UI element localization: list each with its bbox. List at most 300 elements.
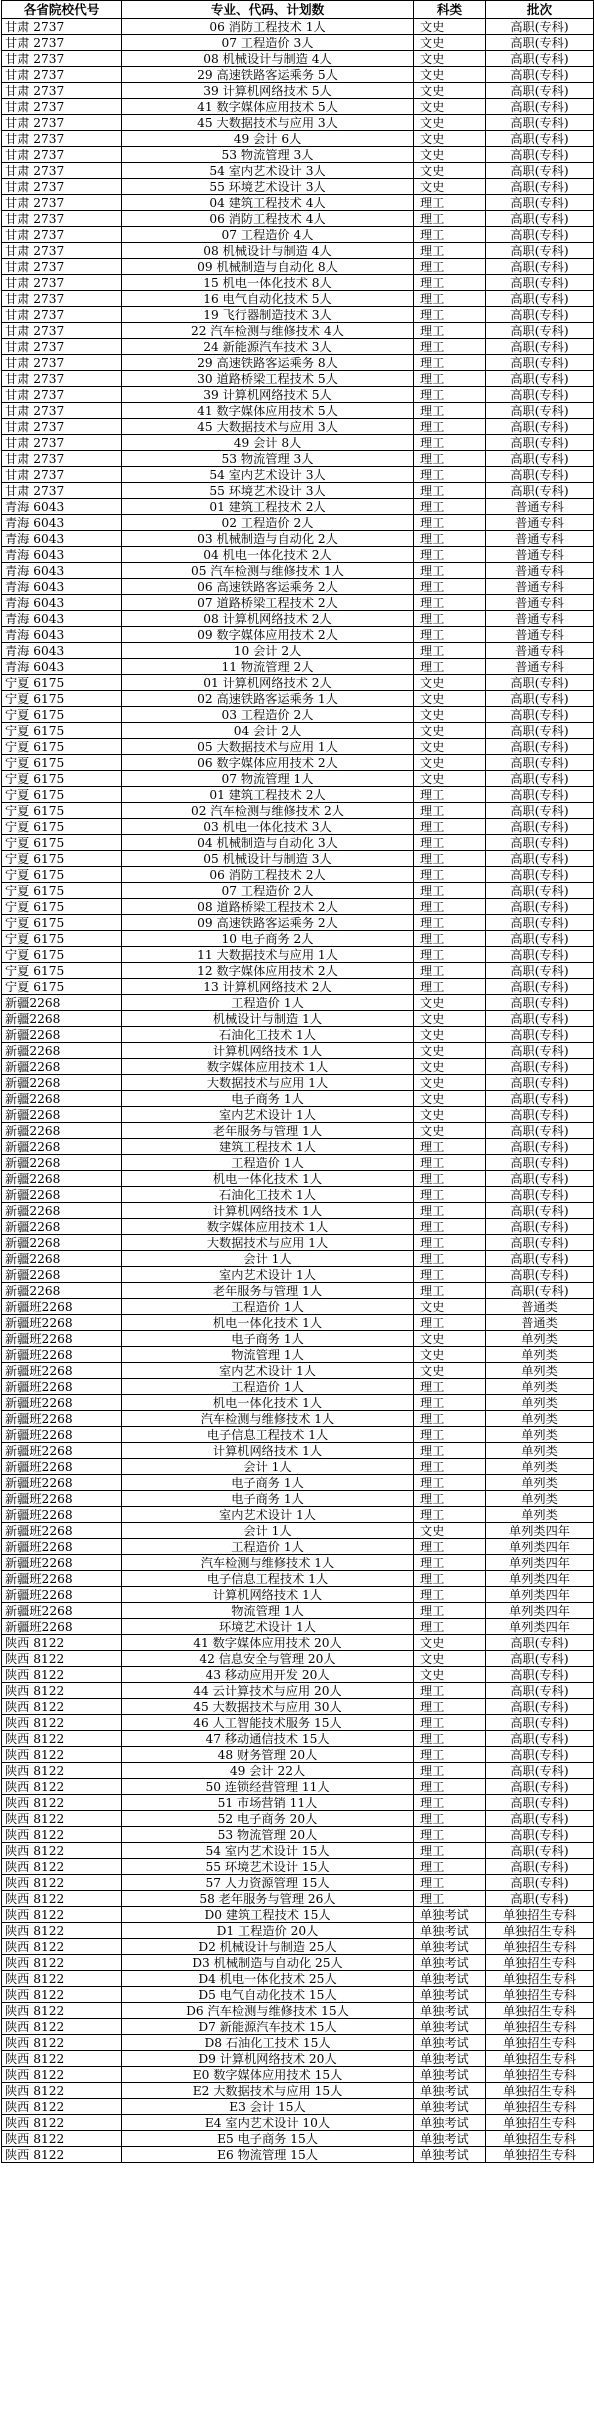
major-plan-cell: 45 大数据技术与应用 30人 <box>122 1699 414 1715</box>
school-code-cell: 宁夏 6175 <box>2 851 122 867</box>
batch-cell: 高职(专科) <box>486 691 594 707</box>
table-row <box>2 131 594 147</box>
school-code-cell: 新疆班2268 <box>2 1459 122 1475</box>
table-row <box>2 531 594 547</box>
school-code-cell: 新疆2268 <box>2 1155 122 1171</box>
table-row <box>2 995 594 1011</box>
batch-cell: 高职(专科) <box>486 19 594 35</box>
major-plan-cell: 44 云计算技术与应用 20人 <box>122 1683 414 1699</box>
major-plan-cell: 46 人工智能技术服务 15人 <box>122 1715 414 1731</box>
subject-cell: 理工 <box>414 835 486 851</box>
subject-cell: 理工 <box>414 915 486 931</box>
major-plan-cell: 室内艺术设计 1人 <box>122 1507 414 1523</box>
table-row <box>2 1923 594 1939</box>
school-code-cell: 甘肃 2737 <box>2 243 122 259</box>
school-code-cell: 陕西 8122 <box>2 1747 122 1763</box>
batch-cell: 普通类 <box>486 1315 594 1331</box>
school-code-cell: 陕西 8122 <box>2 1875 122 1891</box>
major-plan-cell: 06 消防工程技术 1人 <box>122 19 414 35</box>
batch-cell: 高职(专科) <box>486 179 594 195</box>
table-row <box>2 1651 594 1667</box>
batch-cell: 高职(专科) <box>486 131 594 147</box>
major-plan-cell: 11 物流管理 2人 <box>122 659 414 675</box>
school-code-cell: 青海 6043 <box>2 515 122 531</box>
enrollment-plan-table <box>1 0 594 2163</box>
batch-cell: 高职(专科) <box>486 771 594 787</box>
batch-cell: 高职(专科) <box>486 899 594 915</box>
subject-cell: 理工 <box>414 1171 486 1187</box>
school-code-cell: 宁夏 6175 <box>2 771 122 787</box>
subject-cell: 理工 <box>414 467 486 483</box>
batch-cell: 高职(专科) <box>486 1779 594 1795</box>
subject-cell: 理工 <box>414 451 486 467</box>
batch-cell: 高职(专科) <box>486 1171 594 1187</box>
batch-cell: 高职(专科) <box>486 1875 594 1891</box>
subject-cell: 理工 <box>414 1395 486 1411</box>
subject-cell: 文史 <box>414 1347 486 1363</box>
batch-cell: 高职(专科) <box>486 195 594 211</box>
batch-cell: 单独招生专科 <box>486 2099 594 2115</box>
subject-cell: 理工 <box>414 1203 486 1219</box>
major-plan-cell: 10 会计 2人 <box>122 643 414 659</box>
batch-cell: 高职(专科) <box>486 1059 594 1075</box>
batch-cell: 单列类四年 <box>486 1603 594 1619</box>
batch-cell: 高职(专科) <box>486 355 594 371</box>
batch-cell: 单独招生专科 <box>486 1907 594 1923</box>
major-plan-cell: 07 道路桥梁工程技术 2人 <box>122 595 414 611</box>
school-code-cell: 陕西 8122 <box>2 1699 122 1715</box>
major-plan-cell: 49 会计 6人 <box>122 131 414 147</box>
major-plan-cell: 计算机网络技术 1人 <box>122 1043 414 1059</box>
school-code-cell: 新疆班2268 <box>2 1603 122 1619</box>
table-row <box>2 1507 594 1523</box>
table-row <box>2 1027 594 1043</box>
subject-cell: 文史 <box>414 1635 486 1651</box>
subject-cell: 理工 <box>414 883 486 899</box>
major-plan-cell: 16 电气自动化技术 5人 <box>122 291 414 307</box>
batch-cell: 高职(专科) <box>486 995 594 1011</box>
school-code-cell: 甘肃 2737 <box>2 307 122 323</box>
batch-cell: 单列类 <box>486 1459 594 1475</box>
subject-cell: 理工 <box>414 1779 486 1795</box>
subject-cell: 理工 <box>414 787 486 803</box>
subject-cell: 文史 <box>414 1363 486 1379</box>
subject-cell: 文史 <box>414 1667 486 1683</box>
major-plan-cell: D7 新能源汽车技术 15人 <box>122 2019 414 2035</box>
major-plan-cell: 41 数字媒体应用技术 5人 <box>122 403 414 419</box>
subject-cell: 文史 <box>414 1059 486 1075</box>
subject-cell: 理工 <box>414 1859 486 1875</box>
school-code-cell: 宁夏 6175 <box>2 899 122 915</box>
school-code-cell: 新疆2268 <box>2 1107 122 1123</box>
school-code-cell: 青海 6043 <box>2 659 122 675</box>
batch-cell: 高职(专科) <box>486 435 594 451</box>
table-row <box>2 35 594 51</box>
major-plan-cell: 22 汽车检测与维修技术 4人 <box>122 323 414 339</box>
batch-cell: 高职(专科) <box>486 83 594 99</box>
subject-cell: 单独考试 <box>414 2019 486 2035</box>
school-code-cell: 新疆2268 <box>2 1251 122 1267</box>
table-row <box>2 2035 594 2051</box>
major-plan-cell: 02 高速铁路客运乘务 1人 <box>122 691 414 707</box>
table-row <box>2 2067 594 2083</box>
table-row <box>2 1667 594 1683</box>
school-code-cell: 新疆2268 <box>2 1235 122 1251</box>
subject-cell: 理工 <box>414 1187 486 1203</box>
table-row <box>2 739 594 755</box>
batch-cell: 单独招生专科 <box>486 1987 594 2003</box>
table-row <box>2 195 594 211</box>
table-row <box>2 2147 594 2163</box>
batch-cell: 高职(专科) <box>486 227 594 243</box>
school-code-cell: 甘肃 2737 <box>2 147 122 163</box>
school-code-cell: 新疆班2268 <box>2 1299 122 1315</box>
subject-cell: 文史 <box>414 1651 486 1667</box>
batch-cell: 单列类 <box>486 1411 594 1427</box>
school-code-cell: 甘肃 2737 <box>2 131 122 147</box>
school-code-cell: 新疆2268 <box>2 1267 122 1283</box>
batch-cell: 高职(专科) <box>486 1635 594 1651</box>
batch-cell: 高职(专科) <box>486 1043 594 1059</box>
batch-cell: 高职(专科) <box>486 1699 594 1715</box>
school-code-cell: 青海 6043 <box>2 611 122 627</box>
table-row <box>2 1763 594 1779</box>
major-plan-cell: 工程造价 1人 <box>122 995 414 1011</box>
school-code-cell: 新疆班2268 <box>2 1443 122 1459</box>
school-code-cell: 新疆2268 <box>2 1123 122 1139</box>
major-plan-cell: 09 机械制造与自动化 8人 <box>122 259 414 275</box>
batch-cell: 高职(专科) <box>486 387 594 403</box>
batch-cell: 单独招生专科 <box>486 1939 594 1955</box>
table-row <box>2 243 594 259</box>
batch-cell: 高职(专科) <box>486 835 594 851</box>
subject-cell: 文史 <box>414 1523 486 1539</box>
table-row <box>2 771 594 787</box>
subject-cell: 理工 <box>414 819 486 835</box>
major-plan-cell: 41 数字媒体应用技术 20人 <box>122 1635 414 1651</box>
table-row <box>2 1715 594 1731</box>
subject-cell: 文史 <box>414 995 486 1011</box>
batch-cell: 单列类 <box>486 1491 594 1507</box>
table-row <box>2 883 594 899</box>
table-row <box>2 643 594 659</box>
table-row <box>2 1315 594 1331</box>
table-row <box>2 163 594 179</box>
table-row <box>2 1347 594 1363</box>
school-code-cell: 陕西 8122 <box>2 1891 122 1907</box>
table-row <box>2 1939 594 1955</box>
subject-cell: 理工 <box>414 1763 486 1779</box>
batch-cell: 单列类 <box>486 1395 594 1411</box>
table-row <box>2 227 594 243</box>
major-plan-cell: 03 机电一体化技术 3人 <box>122 819 414 835</box>
subject-cell: 理工 <box>414 339 486 355</box>
school-code-cell: 新疆2268 <box>2 1011 122 1027</box>
school-code-cell: 新疆2268 <box>2 1027 122 1043</box>
table-row <box>2 275 594 291</box>
table-row <box>2 451 594 467</box>
major-plan-cell: 老年服务与管理 1人 <box>122 1123 414 1139</box>
subject-cell: 理工 <box>414 1427 486 1443</box>
batch-cell: 单列类 <box>486 1507 594 1523</box>
batch-cell: 高职(专科) <box>486 1075 594 1091</box>
major-plan-cell: 29 高速铁路客运乘务 5人 <box>122 67 414 83</box>
school-code-cell: 甘肃 2737 <box>2 195 122 211</box>
subject-cell: 文史 <box>414 707 486 723</box>
school-code-cell: 陕西 8122 <box>2 1939 122 1955</box>
subject-cell: 理工 <box>414 419 486 435</box>
subject-cell: 理工 <box>414 867 486 883</box>
batch-cell: 高职(专科) <box>486 915 594 931</box>
school-code-cell: 宁夏 6175 <box>2 947 122 963</box>
major-plan-cell: 05 大数据技术与应用 1人 <box>122 739 414 755</box>
batch-cell: 高职(专科) <box>486 707 594 723</box>
subject-cell: 理工 <box>414 531 486 547</box>
subject-cell: 理工 <box>414 1683 486 1699</box>
subject-cell: 文史 <box>414 99 486 115</box>
school-code-cell: 陕西 8122 <box>2 1731 122 1747</box>
subject-cell: 理工 <box>414 1587 486 1603</box>
major-plan-cell: 数字媒体应用技术 1人 <box>122 1059 414 1075</box>
major-plan-cell: 电子商务 1人 <box>122 1331 414 1347</box>
batch-cell: 高职(专科) <box>486 963 594 979</box>
subject-cell: 文史 <box>414 51 486 67</box>
batch-cell: 单列类 <box>486 1331 594 1347</box>
major-plan-cell: 06 高速铁路客运乘务 2人 <box>122 579 414 595</box>
school-code-cell: 青海 6043 <box>2 547 122 563</box>
school-code-cell: 陕西 8122 <box>2 2099 122 2115</box>
school-code-cell: 新疆2268 <box>2 1283 122 1299</box>
school-code-cell: 陕西 8122 <box>2 1971 122 1987</box>
table-row <box>2 915 594 931</box>
table-row <box>2 211 594 227</box>
subject-cell: 理工 <box>414 803 486 819</box>
school-code-cell: 陕西 8122 <box>2 1651 122 1667</box>
school-code-cell: 新疆班2268 <box>2 1347 122 1363</box>
school-code-cell: 甘肃 2737 <box>2 355 122 371</box>
subject-cell: 文史 <box>414 691 486 707</box>
table-row <box>2 1683 594 1699</box>
school-code-cell: 新疆班2268 <box>2 1491 122 1507</box>
batch-cell: 高职(专科) <box>486 483 594 499</box>
subject-cell: 理工 <box>414 483 486 499</box>
major-plan-cell: 49 会计 8人 <box>122 435 414 451</box>
major-plan-cell: 05 机械设计与制造 3人 <box>122 851 414 867</box>
subject-cell: 理工 <box>414 1267 486 1283</box>
school-code-cell: 宁夏 6175 <box>2 707 122 723</box>
major-plan-cell: 电子商务 1人 <box>122 1475 414 1491</box>
school-code-cell: 陕西 8122 <box>2 1923 122 1939</box>
subject-cell: 文史 <box>414 1027 486 1043</box>
subject-cell: 理工 <box>414 1315 486 1331</box>
school-code-cell: 甘肃 2737 <box>2 35 122 51</box>
table-row <box>2 707 594 723</box>
batch-cell: 高职(专科) <box>486 1683 594 1699</box>
major-plan-cell: E2 大数据技术与应用 15人 <box>122 2083 414 2099</box>
batch-cell: 高职(专科) <box>486 467 594 483</box>
table-row <box>2 1971 594 1987</box>
batch-cell: 高职(专科) <box>486 1891 594 1907</box>
table-row <box>2 1539 594 1555</box>
subject-cell: 理工 <box>414 371 486 387</box>
school-code-cell: 新疆班2268 <box>2 1315 122 1331</box>
batch-cell: 高职(专科) <box>486 1187 594 1203</box>
school-code-cell: 新疆班2268 <box>2 1363 122 1379</box>
subject-cell: 理工 <box>414 1539 486 1555</box>
batch-cell: 高职(专科) <box>486 259 594 275</box>
school-code-cell: 宁夏 6175 <box>2 867 122 883</box>
subject-cell: 理工 <box>414 963 486 979</box>
table-row <box>2 2131 594 2147</box>
batch-cell: 高职(专科) <box>486 1715 594 1731</box>
table-body <box>2 19 594 2163</box>
batch-cell: 高职(专科) <box>486 1251 594 1267</box>
major-plan-cell: E4 室内艺术设计 10人 <box>122 2115 414 2131</box>
subject-cell: 理工 <box>414 1459 486 1475</box>
batch-cell: 高职(专科) <box>486 275 594 291</box>
subject-cell: 文史 <box>414 1331 486 1347</box>
batch-cell: 高职(专科) <box>486 1859 594 1875</box>
major-plan-cell: 53 物流管理 3人 <box>122 147 414 163</box>
major-plan-cell: 机械设计与制造 1人 <box>122 1011 414 1027</box>
major-plan-cell: 物流管理 1人 <box>122 1603 414 1619</box>
subject-cell: 文史 <box>414 1043 486 1059</box>
major-plan-cell: 12 数字媒体应用技术 2人 <box>122 963 414 979</box>
table-row <box>2 499 594 515</box>
major-plan-cell: 石油化工技术 1人 <box>122 1027 414 1043</box>
subject-cell: 文史 <box>414 1107 486 1123</box>
major-plan-cell: 石油化工技术 1人 <box>122 1187 414 1203</box>
school-code-cell: 青海 6043 <box>2 499 122 515</box>
major-plan-cell: 07 工程造价 3人 <box>122 35 414 51</box>
school-code-cell: 甘肃 2737 <box>2 291 122 307</box>
subject-cell: 理工 <box>414 643 486 659</box>
table-row <box>2 675 594 691</box>
major-plan-cell: 06 数字媒体应用技术 2人 <box>122 755 414 771</box>
major-plan-cell: 工程造价 1人 <box>122 1539 414 1555</box>
table-row <box>2 1139 594 1155</box>
subject-cell: 理工 <box>414 595 486 611</box>
subject-cell: 单独考试 <box>414 2051 486 2067</box>
school-code-cell: 新疆班2268 <box>2 1411 122 1427</box>
school-code-cell: 陕西 8122 <box>2 2035 122 2051</box>
subject-cell: 理工 <box>414 291 486 307</box>
major-plan-cell: 09 高速铁路客运乘务 2人 <box>122 915 414 931</box>
table-row <box>2 1107 594 1123</box>
subject-cell: 文史 <box>414 1091 486 1107</box>
subject-cell: 文史 <box>414 1011 486 1027</box>
school-code-cell: 陕西 8122 <box>2 1987 122 2003</box>
subject-cell: 单独考试 <box>414 2003 486 2019</box>
major-plan-cell: E6 物流管理 15人 <box>122 2147 414 2163</box>
major-plan-cell: 50 连锁经营管理 11人 <box>122 1779 414 1795</box>
table-row <box>2 2019 594 2035</box>
major-plan-cell: E3 会计 15人 <box>122 2099 414 2115</box>
table-row <box>2 723 594 739</box>
table-row <box>2 835 594 851</box>
school-code-cell: 陕西 8122 <box>2 1859 122 1875</box>
batch-cell: 高职(专科) <box>486 1139 594 1155</box>
batch-cell: 高职(专科) <box>486 851 594 867</box>
batch-cell: 单独招生专科 <box>486 2035 594 2051</box>
school-code-cell: 甘肃 2737 <box>2 275 122 291</box>
subject-cell: 单独考试 <box>414 2115 486 2131</box>
school-code-cell: 宁夏 6175 <box>2 675 122 691</box>
school-code-cell: 陕西 8122 <box>2 2115 122 2131</box>
batch-cell: 普通专科 <box>486 627 594 643</box>
school-code-cell: 甘肃 2737 <box>2 467 122 483</box>
subject-cell: 单独考试 <box>414 1923 486 1939</box>
batch-cell: 普通专科 <box>486 499 594 515</box>
major-plan-cell: 19 飞行器制造技术 3人 <box>122 307 414 323</box>
school-code-cell: 宁夏 6175 <box>2 883 122 899</box>
major-plan-cell: 工程造价 1人 <box>122 1299 414 1315</box>
batch-cell: 单独招生专科 <box>486 1971 594 1987</box>
major-plan-cell: 大数据技术与应用 1人 <box>122 1235 414 1251</box>
batch-cell: 普通专科 <box>486 659 594 675</box>
table-row <box>2 1747 594 1763</box>
major-plan-cell: 03 工程造价 2人 <box>122 707 414 723</box>
school-code-cell: 新疆班2268 <box>2 1587 122 1603</box>
school-code-cell: 甘肃 2737 <box>2 323 122 339</box>
school-code-cell: 陕西 8122 <box>2 1955 122 1971</box>
subject-cell: 文史 <box>414 179 486 195</box>
subject-cell: 理工 <box>414 1219 486 1235</box>
subject-cell: 理工 <box>414 275 486 291</box>
table-row <box>2 1955 594 1971</box>
school-code-cell: 陕西 8122 <box>2 1843 122 1859</box>
school-code-cell: 陕西 8122 <box>2 2083 122 2099</box>
school-code-cell: 陕西 8122 <box>2 1667 122 1683</box>
table-row <box>2 435 594 451</box>
school-code-cell: 陕西 8122 <box>2 2003 122 2019</box>
subject-cell: 文史 <box>414 83 486 99</box>
batch-cell: 高职(专科) <box>486 323 594 339</box>
subject-cell: 理工 <box>414 931 486 947</box>
table-row <box>2 387 594 403</box>
major-plan-cell: 02 汽车检测与维修技术 2人 <box>122 803 414 819</box>
batch-cell: 普通专科 <box>486 643 594 659</box>
school-code-cell: 甘肃 2737 <box>2 339 122 355</box>
major-plan-cell: 52 电子商务 20人 <box>122 1811 414 1827</box>
major-plan-cell: 51 市场营销 11人 <box>122 1795 414 1811</box>
major-plan-cell: D4 机电一体化技术 25人 <box>122 1971 414 1987</box>
major-plan-cell: 数字媒体应用技术 1人 <box>122 1219 414 1235</box>
school-code-cell: 新疆班2268 <box>2 1571 122 1587</box>
major-plan-cell: 电子商务 1人 <box>122 1091 414 1107</box>
batch-cell: 普通专科 <box>486 579 594 595</box>
subject-cell: 文史 <box>414 131 486 147</box>
major-plan-cell: 45 大数据技术与应用 3人 <box>122 115 414 131</box>
major-plan-cell: 机电一体化技术 1人 <box>122 1395 414 1411</box>
table-row <box>2 2115 594 2131</box>
table-row <box>2 627 594 643</box>
school-code-cell: 甘肃 2737 <box>2 419 122 435</box>
school-code-cell: 新疆班2268 <box>2 1619 122 1635</box>
table-row <box>2 1699 594 1715</box>
batch-cell: 单独招生专科 <box>486 1923 594 1939</box>
subject-cell: 文史 <box>414 35 486 51</box>
major-plan-cell: 39 计算机网络技术 5人 <box>122 387 414 403</box>
batch-cell: 高职(专科) <box>486 1091 594 1107</box>
table-row <box>2 1075 594 1091</box>
subject-cell: 文史 <box>414 1075 486 1091</box>
batch-cell: 高职(专科) <box>486 339 594 355</box>
table-row <box>2 1459 594 1475</box>
major-plan-cell: 机电一体化技术 1人 <box>122 1315 414 1331</box>
table-row <box>2 1411 594 1427</box>
batch-cell: 高职(专科) <box>486 1107 594 1123</box>
